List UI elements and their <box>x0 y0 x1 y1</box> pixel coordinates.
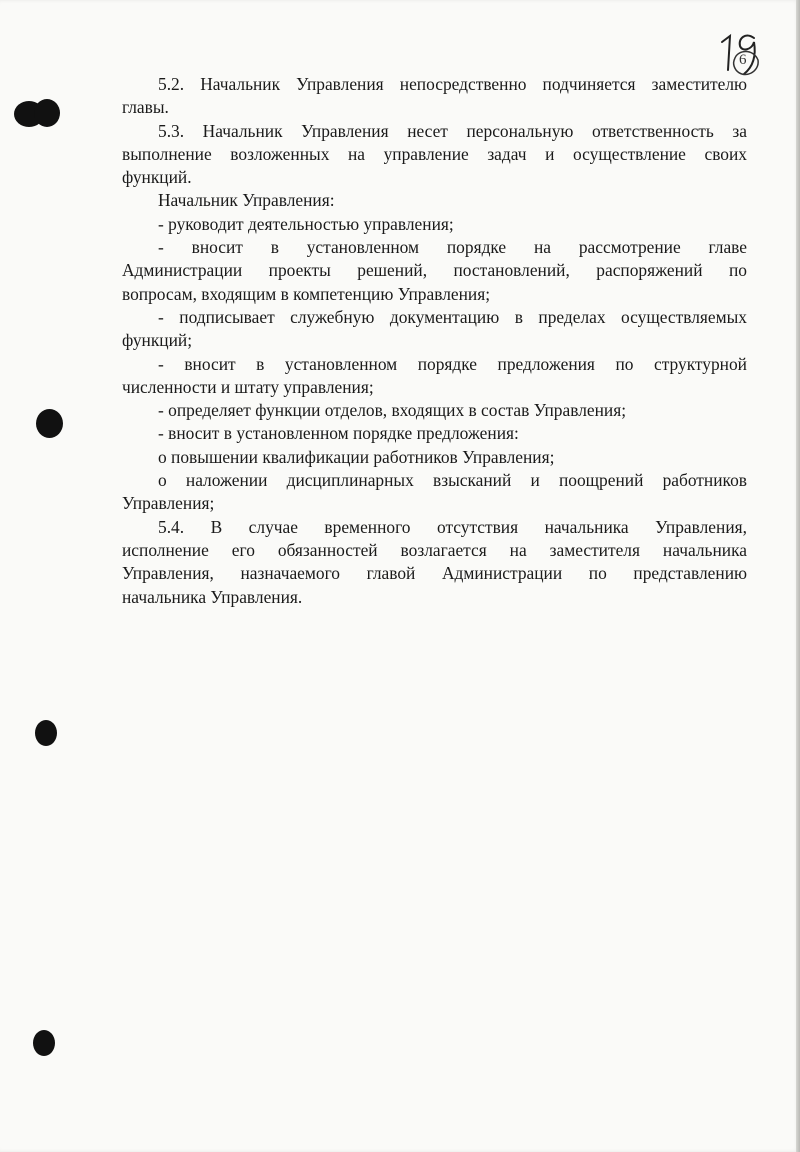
paragraph-5-3-cont: выполнение возложенных на управление задач и осуществление своих <box>122 143 747 164</box>
list-item-submits: - вносит в установленном порядке на рассмотрение главе <box>158 237 747 258</box>
paragraph-5-4-end: начальника Управления. <box>122 586 303 607</box>
page-number: 6 <box>739 52 747 68</box>
handwritten-page-mark <box>708 20 768 80</box>
paragraph-5-4: 5.4. В случае временного отсутствия начальника Управления, <box>158 516 747 537</box>
list-item-proposals-structure: - вносит в установленном порядке предложения по структурной <box>158 353 747 374</box>
list-item-manages: - руководит деятельностью управления; <box>158 213 454 234</box>
paragraph-5-2-cont: главы. <box>122 97 169 118</box>
punch-hole <box>33 1030 55 1056</box>
paragraph-5-3: 5.3. Начальник Управления несет персональную ответственность за <box>158 120 747 141</box>
list-item-signs: - подписывает служебную документацию в пределах осуществляемых <box>158 306 747 327</box>
page-edge <box>796 0 800 1152</box>
punch-hole <box>36 409 63 438</box>
list-item-signs-end: функций; <box>122 330 193 351</box>
paragraph-5-2: 5.2. Начальник Управления непосредственно подчиняется заместителю <box>158 74 747 94</box>
paragraph-head-intro: Начальник Управления: <box>158 190 335 211</box>
list-item-qualification: о повышении квалификации работников Управления; <box>158 446 555 467</box>
paragraph-5-4-cont-2: Управления, назначаемого главой Администрации по представлению <box>122 563 747 584</box>
document-body <box>122 73 747 609</box>
list-item-proposals: - вносит в установленном порядке предложения: <box>158 423 519 444</box>
list-item-proposals-structure-end: численности и штату управления; <box>122 376 374 397</box>
list-item-defines-functions: - определяет функции отделов, входящих в состав Управления; <box>158 400 627 421</box>
paragraph-5-3-end: функций. <box>122 167 192 188</box>
list-item-submits-end: вопросам, входящим в компетенцию Управления; <box>122 283 491 304</box>
punch-hole <box>34 99 60 127</box>
list-item-submits-cont: Администрации проекты решений, постановлений, распоряжений по <box>122 260 747 281</box>
list-item-penalties-end: Управления; <box>122 493 215 514</box>
list-item-penalties: о наложении дисциплинарных взысканий и поощрений работников <box>158 470 747 491</box>
punch-hole <box>35 720 57 746</box>
paragraph-5-4-cont-1: исполнение его обязанностей возлагается на заместителя начальника <box>122 539 747 560</box>
